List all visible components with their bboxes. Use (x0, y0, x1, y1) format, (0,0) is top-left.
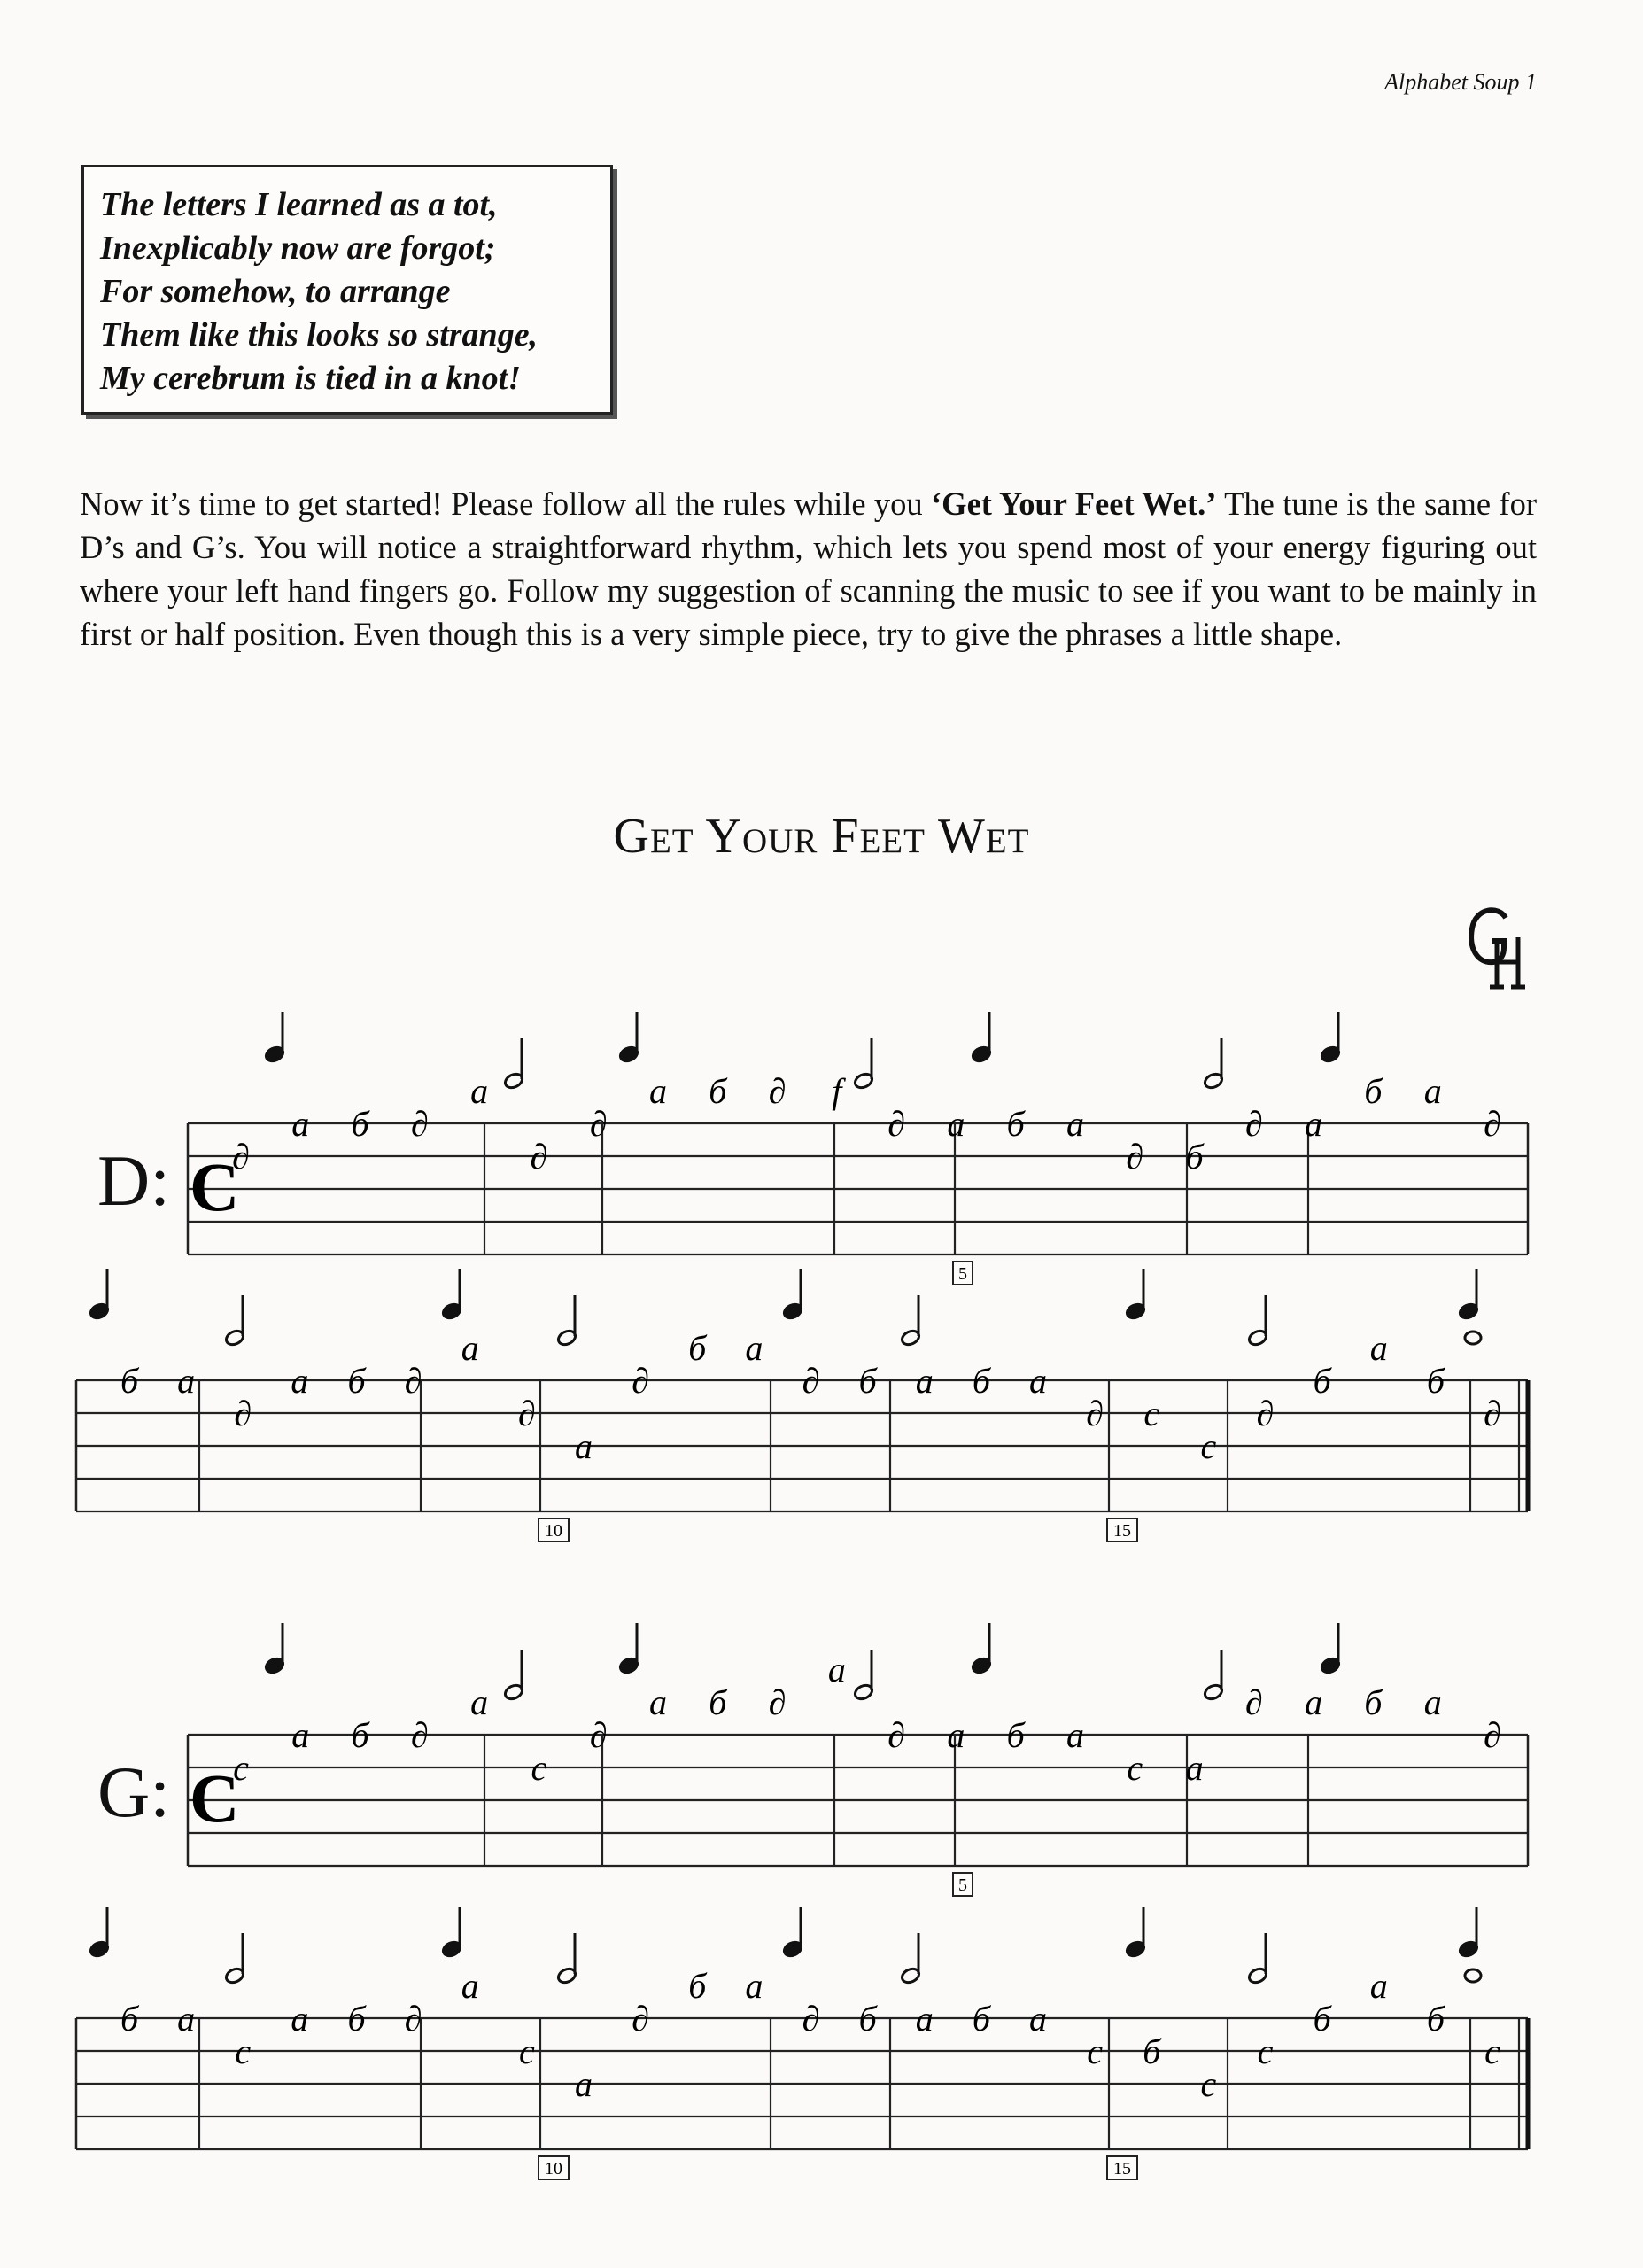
tab-letter: a (1029, 1999, 1047, 2039)
tab-letter: a (915, 1999, 934, 2039)
tab-letter: a (291, 1715, 310, 1755)
tab-letter: ∂ (517, 1394, 536, 1433)
tab-letter: f (832, 1071, 842, 1111)
poem-line-2: Inexplicably now are forgot; (100, 229, 496, 267)
tuning-label-d: D: (97, 1140, 170, 1221)
tab-letter: ∂ (1484, 1715, 1501, 1755)
measure-number: 10 (545, 2159, 562, 2179)
tuning-label-g: G: (97, 1751, 170, 1832)
tab-letter: б (858, 1999, 877, 2039)
tab-letter: a (177, 1361, 196, 1401)
tab-letter: a (291, 1999, 309, 2039)
tab-letter: a (1066, 1104, 1084, 1144)
measure-number: 15 (1113, 2159, 1131, 2179)
tab-letter: б (1006, 1715, 1025, 1755)
tab-letter: a (575, 1426, 593, 1466)
tab-letter: a (461, 1328, 479, 1368)
intro-piece-reference: ‘Get Your Feet Wet.’ (931, 485, 1217, 522)
tab-letter: б (347, 1999, 366, 2039)
tab-letter: б (1313, 1361, 1331, 1401)
piece-title: Get Your Feet Wet (613, 809, 1030, 864)
tab-letter: б (972, 1361, 990, 1401)
measure-number: 15 (1113, 1521, 1131, 1541)
tab-letter: ∂ (768, 1071, 787, 1111)
tab-letter: б (1426, 1361, 1445, 1401)
tab-letter: c (235, 2031, 252, 2071)
poem-line-1: The letters I learned as a tot, (100, 186, 498, 223)
intro-text-start: Now it’s time to get started! Please follow all the rules while you (80, 485, 932, 522)
tab-letter: ∂ (1244, 1104, 1263, 1144)
tab-letter: ∂ (632, 1999, 650, 2039)
tab-letter: a (1423, 1682, 1442, 1722)
tab-letter: a (291, 1104, 310, 1144)
tab-letter: a (1185, 1748, 1204, 1788)
tab-letter: ∂ (530, 1137, 548, 1177)
tab-letter: ∂ (1256, 1394, 1275, 1433)
tab-letter: ∂ (1244, 1682, 1263, 1722)
tab-letter: б (972, 1999, 990, 2039)
tab-letter: б (1143, 2031, 1161, 2071)
tab-letter: б (709, 1071, 727, 1111)
tab-letter: б (1313, 1999, 1331, 2039)
poem-line-4: Them like this looks so strange, (100, 316, 539, 353)
common-time-symbol: C (190, 1148, 240, 1225)
tab-letter: б (1006, 1104, 1025, 1144)
tab-letter: б (688, 1328, 707, 1368)
whole-note (1465, 1969, 1481, 1982)
measure-number: 10 (545, 1521, 562, 1541)
tab-letter: a (947, 1715, 965, 1755)
tab-letter: a (177, 1999, 196, 2039)
tab-letter: ∂ (234, 1394, 252, 1433)
tab-letter: ∂ (768, 1682, 787, 1722)
common-time-symbol: C (190, 1759, 240, 1837)
tab-letter: a (1369, 1328, 1388, 1368)
tab-letter: ∂ (1484, 1394, 1501, 1433)
tab-letter: б (351, 1104, 369, 1144)
tab-letter: a (915, 1361, 934, 1401)
tab-letter: б (1426, 1999, 1445, 2039)
tab-letter: б (1364, 1682, 1383, 1722)
tab-letter: a (461, 1966, 479, 2006)
tab-letter: a (649, 1071, 667, 1111)
tab-letter: б (347, 1361, 366, 1401)
tab-letter: ∂ (887, 1104, 906, 1144)
tab-letter: a (1305, 1104, 1323, 1144)
tab-letter: б (120, 1361, 139, 1401)
tab-letter: ∂ (802, 1361, 820, 1401)
tab-letter: c (233, 1748, 249, 1788)
tab-letter: c (1143, 1394, 1160, 1433)
tab-letter: a (575, 2064, 593, 2104)
tab-letter: a (1369, 1966, 1388, 2006)
tab-letter: a (1066, 1715, 1084, 1755)
tab-letter: a (649, 1682, 667, 1722)
tab-letter: a (1029, 1361, 1047, 1401)
tab-letter: ∂ (1086, 1394, 1104, 1433)
intro-text-rest: The tune is the same for D’s and G’s. You will notice a straightforward rhythm, which lets you spend most of your energy figuring out where your left hand fingers go. Follow my suggestion of scanning the music to see if you want to be mainly in first or half position. Even though this is a very simple piece, try to give the phrases a little shape. (80, 485, 1537, 652)
poem-line-3: For somehow, to arrange (100, 273, 451, 310)
tab-letter: б (120, 1999, 139, 2039)
tab-letter: б (1364, 1071, 1383, 1111)
tab-letter: б (1185, 1137, 1204, 1177)
tab-letter: a (827, 1650, 846, 1689)
tab-letter: c (1200, 2064, 1217, 2104)
tab-letter: c (1484, 2031, 1500, 2071)
tab-letter: a (291, 1361, 309, 1401)
measure-number: 5 (958, 1876, 967, 1895)
tab-letter: ∂ (1126, 1137, 1144, 1177)
tab-letter: ∂ (410, 1104, 429, 1144)
tab-letter: б (688, 1966, 707, 2006)
tab-letter: c (518, 2031, 535, 2071)
tab-letter: a (745, 1966, 763, 2006)
tab-letter: c (1087, 2031, 1104, 2071)
measure-number: 5 (958, 1264, 967, 1284)
tab-letter: ∂ (589, 1104, 608, 1144)
tab-letter: c (1127, 1748, 1143, 1788)
tab-letter: ∂ (404, 1999, 422, 2039)
tab-letter: ∂ (632, 1361, 650, 1401)
tab-letter: б (858, 1361, 877, 1401)
tab-letter: a (470, 1682, 489, 1722)
tab-letter: ∂ (589, 1715, 608, 1755)
tab-letter: a (1423, 1071, 1442, 1111)
tab-letter: a (947, 1104, 965, 1144)
poem-line-5: My cerebrum is tied in a knot! (100, 360, 522, 397)
tab-letter: a (745, 1328, 763, 1368)
tab-letter: ∂ (1484, 1104, 1501, 1144)
tab-letter: б (709, 1682, 727, 1722)
tab-letter: ∂ (410, 1715, 429, 1755)
tab-letter: c (1200, 1426, 1217, 1466)
tab-letter: c (1257, 2031, 1274, 2071)
tab-letter: ∂ (887, 1715, 906, 1755)
tab-letter: c (531, 1748, 547, 1788)
tab-letter: ∂ (404, 1361, 422, 1401)
tab-letter: б (351, 1715, 369, 1755)
tab-letter: ∂ (802, 1999, 820, 2039)
running-header: Alphabet Soup 1 (1384, 69, 1537, 95)
whole-note (1465, 1332, 1481, 1344)
tab-letter: a (1305, 1682, 1323, 1722)
tab-letter: ∂ (232, 1137, 250, 1177)
tab-letter: a (470, 1071, 489, 1111)
